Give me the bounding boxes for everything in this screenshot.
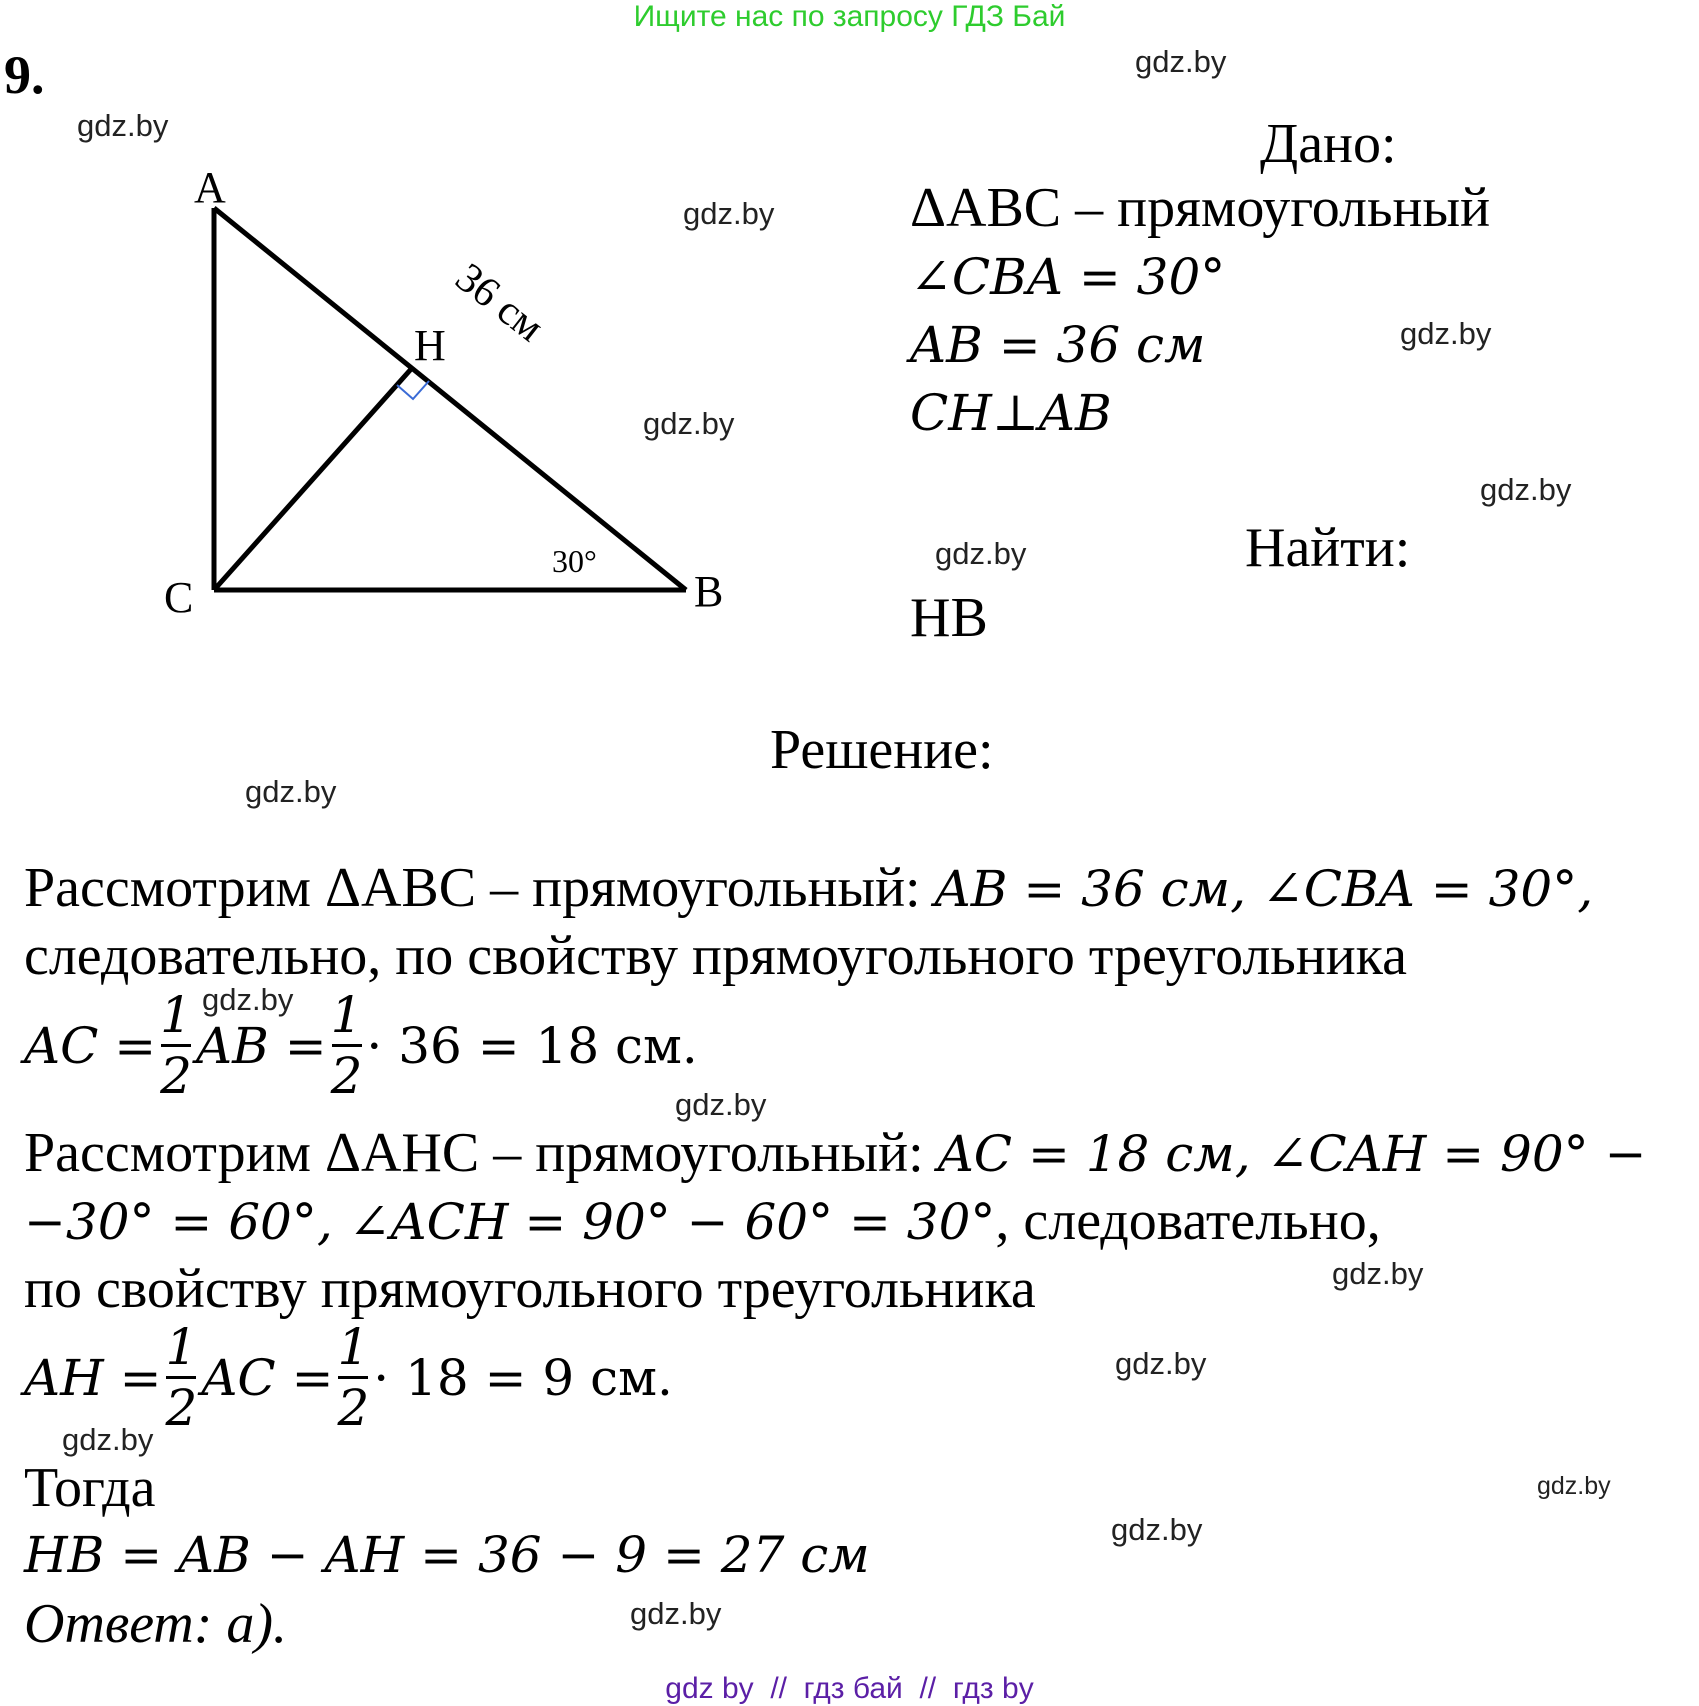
given-line: AB = 36 см: [910, 316, 1206, 374]
equation-rhs: · 36 = 18 см.: [366, 1016, 698, 1075]
watermark: gdz.by: [643, 406, 735, 441]
equation-rhs: · 18 = 9 см.: [373, 1348, 673, 1407]
then-line: Тогда: [24, 1457, 156, 1519]
equation-mid: AB =: [195, 1016, 327, 1075]
vertex-h-label: H: [414, 321, 446, 370]
solution-title: Решение:: [770, 719, 994, 781]
given-title: Дано:: [1260, 113, 1397, 175]
solution-math: AB = 36 см, ∠CBA = 30°,: [934, 860, 1594, 918]
equation-lhs: AC =: [24, 1016, 157, 1075]
watermark: gdz.by: [1111, 1512, 1203, 1547]
fraction: [160, 986, 192, 1105]
vertex-b-label: B: [694, 567, 724, 616]
fraction: [337, 1318, 370, 1437]
answer-line: Ответ: а).: [24, 1593, 288, 1655]
equation-mid: AC =: [201, 1348, 334, 1407]
denominator: 2: [337, 1379, 370, 1437]
right-angle-mark: [397, 381, 429, 399]
watermark: gdz.by: [245, 774, 337, 809]
solution-line: по свойству прямоугольного треугольника: [24, 1258, 1036, 1320]
watermark: gdz.by: [77, 108, 169, 143]
solution-line: [24, 1122, 1647, 1184]
equation-ah: [24, 1318, 673, 1437]
vertex-a-label: A: [194, 163, 226, 212]
find-title: Найти:: [1245, 517, 1411, 579]
numerator: 1: [165, 1318, 198, 1376]
altitude-ch: [214, 368, 412, 590]
footer-links: gdz by // гдз бай // гдз by: [665, 1672, 1034, 1705]
solution-line: следовательно, по свойству прямоугольного треугольника: [24, 925, 1407, 987]
watermark: gdz.by: [1332, 1256, 1424, 1291]
denominator: 2: [160, 1047, 192, 1105]
watermark: gdz.by: [1115, 1346, 1207, 1381]
denominator: 2: [165, 1379, 198, 1437]
triangle-figure: [150, 140, 790, 650]
angle-label: 30°: [552, 543, 597, 579]
given-line: CH⊥AB: [910, 384, 1112, 442]
side-length-label: 36 см: [446, 254, 553, 352]
side-ab: [214, 208, 686, 590]
watermark: gdz.by: [1480, 472, 1572, 507]
numerator: 1: [337, 1318, 370, 1376]
given-line: ΔABC – прямоугольный: [910, 177, 1491, 239]
solution-text: Рассмотрим ΔAHC – прямоугольный:: [24, 1122, 938, 1184]
solution-text: , следовательно,: [995, 1190, 1381, 1252]
watermark: gdz.by: [1135, 44, 1227, 79]
equation-hb: HB = AB − AH = 36 − 9 = 27 см: [24, 1526, 870, 1584]
solution-text: Рассмотрим ΔABC – прямоугольный:: [24, 857, 935, 919]
numerator: 1: [160, 986, 192, 1044]
denominator: 2: [330, 1047, 363, 1105]
watermark: gdz.by: [62, 1422, 154, 1457]
watermark: gdz.by: [630, 1596, 722, 1631]
watermark: gdz.by: [1537, 1472, 1611, 1500]
watermark: gdz.by: [683, 196, 775, 231]
find-value: HB: [910, 587, 988, 649]
problem-number: 9.: [4, 45, 45, 105]
equation-lhs: AH =: [24, 1348, 162, 1407]
watermark: gdz.by: [675, 1087, 767, 1122]
given-line: ∠CBA = 30°: [910, 248, 1226, 306]
vertex-c-label: C: [164, 573, 194, 622]
solution-math: −30° = 60°, ∠ACH = 90° − 60° = 30°: [24, 1193, 996, 1251]
search-hint-banner: Ищите нас по запросу ГДЗ Бай: [633, 0, 1066, 33]
solution-line: [24, 857, 1594, 919]
equation-ac: [24, 986, 698, 1105]
fraction: [330, 986, 363, 1105]
numerator: 1: [330, 986, 363, 1044]
watermark: gdz.by: [1400, 316, 1492, 351]
watermark: gdz.by: [202, 982, 294, 1017]
watermark: gdz.by: [935, 536, 1027, 571]
solution-line: [24, 1190, 1381, 1252]
fraction: [165, 1318, 198, 1437]
solution-math: AC = 18 см, ∠CAH = 90° −: [937, 1125, 1647, 1183]
